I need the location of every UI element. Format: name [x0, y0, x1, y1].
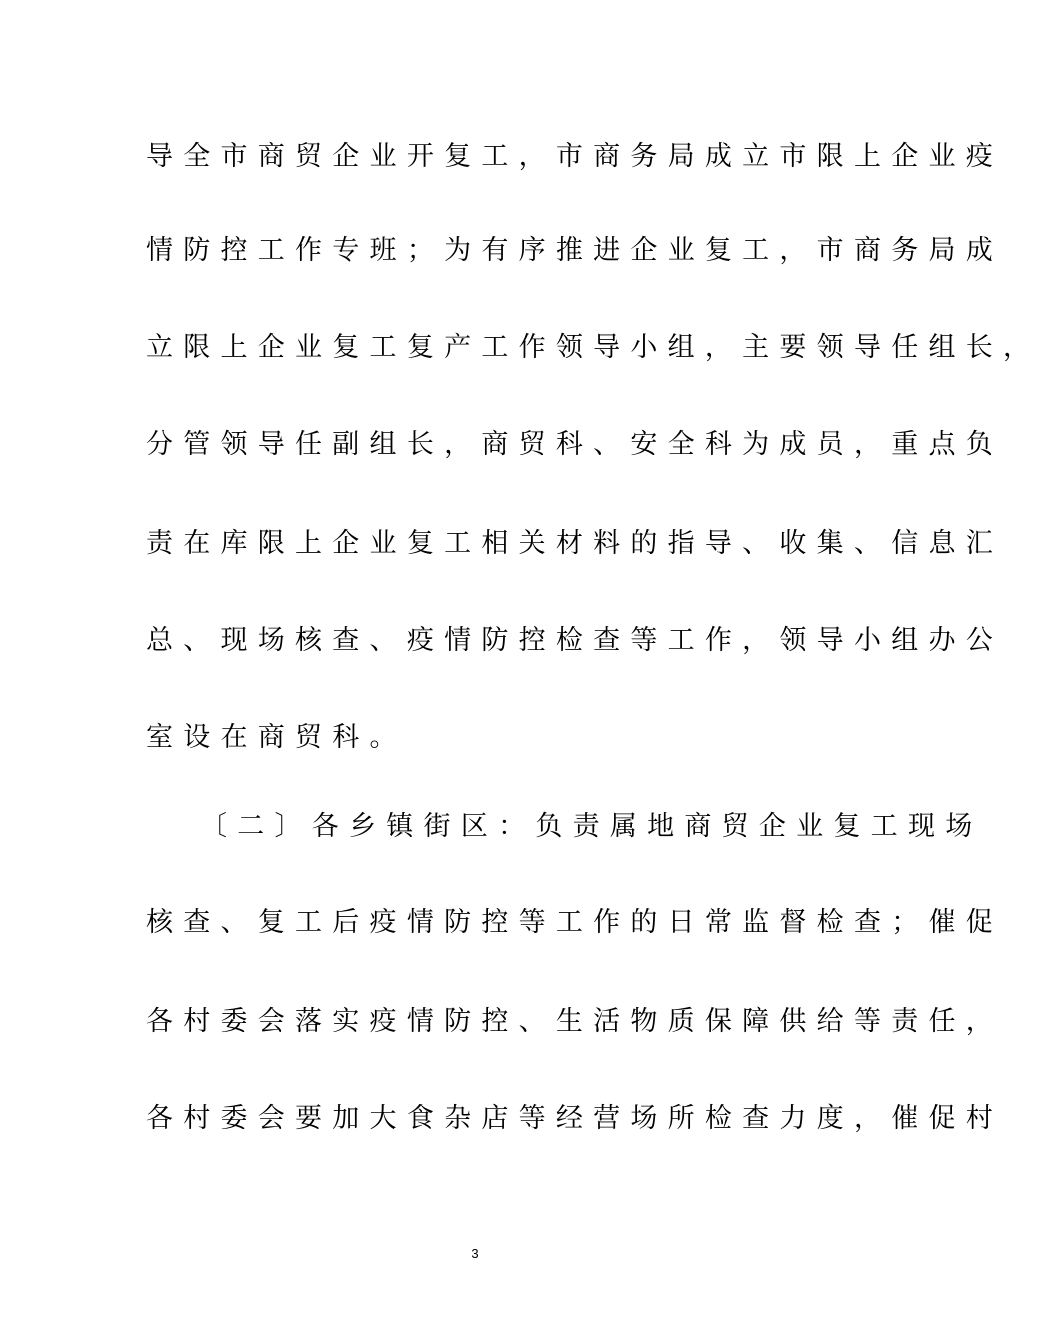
paragraph-line: 导全市商贸企业开复工，市商务局成立市限上企业疫: [146, 141, 1003, 172]
paragraph-line: 核查、复工后疫情防控等工作的日常监督检查；催促: [146, 907, 1003, 938]
paragraph-line: 情防控工作专班；为有序推进企业复工，市商务局成: [146, 235, 1003, 266]
page-number: 3: [471, 1246, 479, 1261]
paragraph-line: 各村委会落实疫情防控、生活物质保障供给等责任，: [146, 1006, 1003, 1037]
paragraph-line: 分管领导任副组长，商贸科、安全科为成员，重点负: [146, 429, 1003, 460]
paragraph-line: 各村委会要加大食杂店等经营场所检查力度，催促村: [146, 1103, 1003, 1134]
paragraph-line: 责在库限上企业复工相关材料的指导、收集、信息汇: [146, 528, 1003, 559]
paragraph-line: 立限上企业复工复产工作领导小组，主要领导任组长，: [146, 332, 1040, 363]
section-heading-line: 〔二〕各乡镇街区：负责属地商贸企业复工现场: [200, 811, 983, 842]
paragraph-line: 室设在商贸科。: [146, 722, 407, 753]
paragraph-line: 总、现场核查、疫情防控检查等工作，领导小组办公: [146, 625, 1003, 656]
